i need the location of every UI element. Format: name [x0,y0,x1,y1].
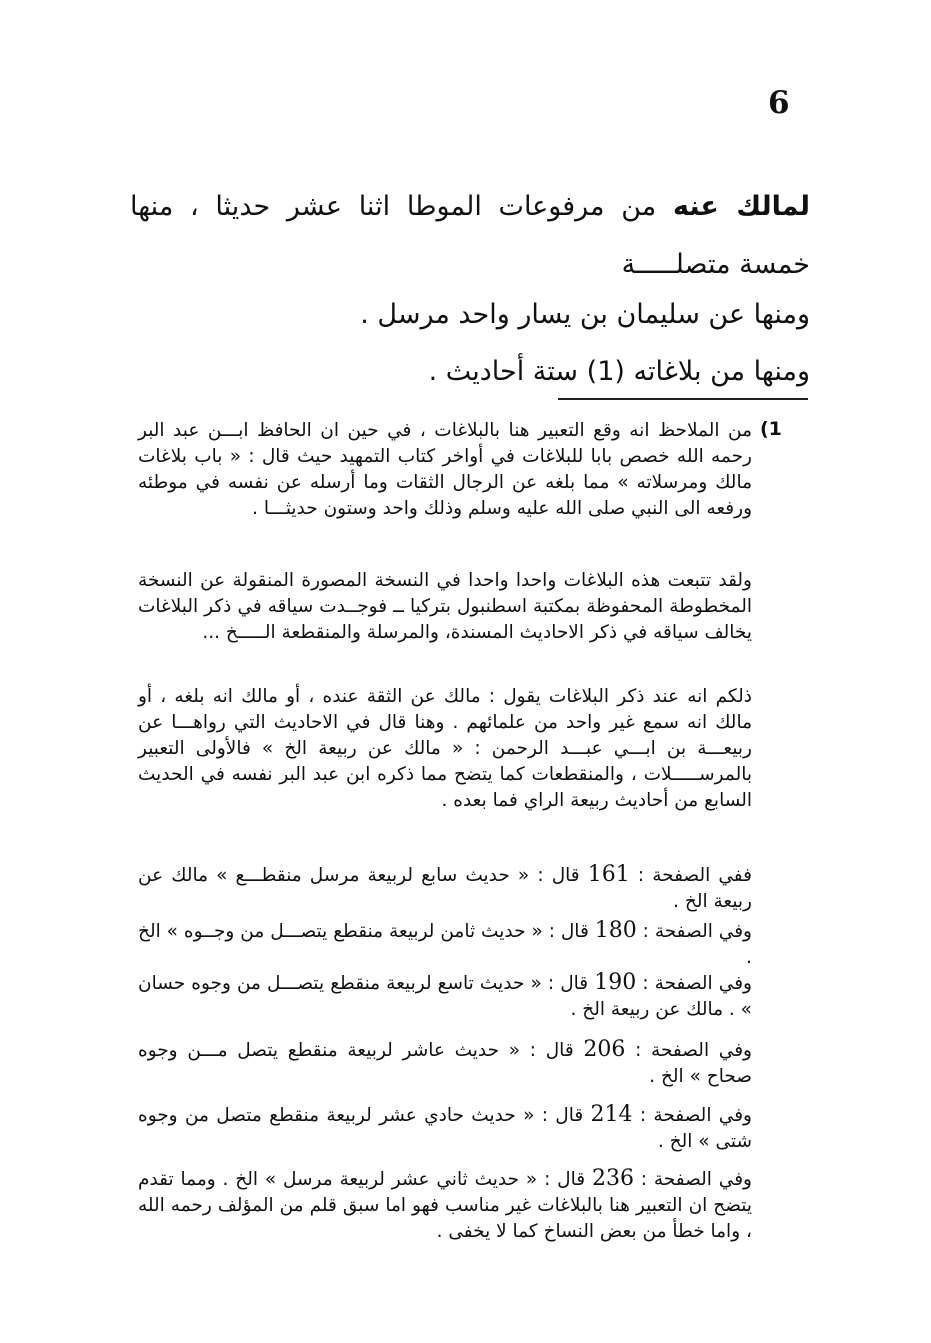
ref-prefix: وفي الصفحة : [636,973,752,994]
footnote-text-2: ولقد تتبعت هذه البلاغات واحدا واحدا في النسخة المصورة المنقولة عن النسخة المخطوطة المحفوظة بمكتبة اسطنبول بتركيا ــ فوجــدت سياقه في ذكر البلاغات يخالف سياقه في ذكر الاحاديث المسندة، والمرسلة والمنقطعة الـــــخ ... [138,570,752,643]
ref-text: قال : « حديث عاشر لربيعة منقطع يتصل مـــن وجوه صحاح » الخ . [138,1040,752,1087]
main-paragraph-2 [130,286,810,344]
ref-page-number: 236 [591,1166,634,1191]
main-paragraph-1 [130,178,810,294]
footnote-page-reference [138,970,752,1023]
ref-prefix: ففي الصفحة : [629,865,752,886]
footnote-page-reference [138,1037,752,1090]
footnote-reference: (1) [586,356,625,387]
footnote-text-3: ذلكم انه عند ذكر البلاغات يقول : مالك عن الثقة عنده ، أو مالك انه بلغه ، أو مالك انه سمع غير واحد من علمائهم . وهنا قال في الاحاديث التي رواهـــا عن ربيعـــة بن ابـــي عبـــد الرحمن : « مالك عن ربيعة الخ » فالأولى التعبير بالمرســـــلات ، والمنقطعات كما يتضح مما ذكره ابن عبد البر نفسه في الحديث السابع من أحاديث ربيعة الراي فما بعده . [138,686,752,811]
ref-prefix: وفي الصفحة : [633,1169,752,1190]
footnote-page-reference [138,918,752,971]
closing-text: قال : « حديث ثاني عشر لربيعة مرسل » الخ . ومما تقدم يتضح ان التعبير هنا بالبلاغات غير مناسب فهو اما سبق قلم من المؤلف رحمه الله ، واما خطأ من بعض النساخ كما لا يخفى . [138,1169,752,1242]
ref-page-number: 161 [587,862,630,887]
page-number: 6 [768,85,790,121]
footnote-text-1: من الملاحظ انه وقع التعبير هنا بالبلاغات ، في حين ان الحافظ ابـــن عبد البر رحمه الله خصص بابا للبلاغات في أواخر كتاب التمهيد حيث قال : « باب بلاغات مالك ومرسلاته » مما بلغه عن الرجال الثقات وما أرسله عن نفسه في موطئه ورفعه الى النبي صلى الله عليه وسلم وذلك واحد وستون حديثـــا . [138,420,752,519]
ref-page-number: 206 [583,1037,626,1062]
footnote-paragraph-2 [138,568,752,646]
ref-text: قال : « حديث ثامن لربيعة منقطع يتصـــل من وجــوه » الخ . [138,921,752,968]
ref-text: قال : « حديث سابع لربيعة مرسل منقطـــع » مالك عن ربيعة الخ . [138,865,752,912]
main-lead-word: لمالك عنه [672,191,810,222]
ref-page-number: 190 [594,970,637,995]
main-line-3-start: ومنها من بلاغاته [633,356,810,387]
ref-prefix: وفي الصفحة : [632,1105,752,1126]
ref-page-number: 180 [594,918,637,943]
main-paragraph-3 [130,343,810,401]
ref-prefix: وفي الصفحة : [636,921,752,942]
footnote-divider [558,398,808,400]
footnote-paragraph-1 [138,418,752,522]
footnote-paragraph-3 [138,684,752,814]
ref-text: قال : « حديث تاسع لربيعة منقطع يتصـــل من وجوه حسان » . مالك عن ربيعة الخ . [138,973,752,1020]
ref-text: قال : « حديث حادي عشر لربيعة منقطع متصل من وجوه شتى » الخ . [138,1105,752,1152]
footnote-number: (1 [760,418,782,440]
main-line-2: ومنها عن سليمان بن يسار واحد مرسل . [360,299,810,330]
footnote-page-reference [138,1102,752,1155]
footnote-closing-paragraph [138,1166,752,1245]
footnote-page-reference [138,862,752,915]
main-line-1: من مرفوعات الموطا اثنا عشر حديثا ، منها خمسة متصلـــــة [130,191,810,280]
main-line-3-end: ستة أحاديث . [428,356,579,387]
ref-prefix: وفي الصفحة : [625,1040,752,1061]
ref-page-number: 214 [590,1102,633,1127]
